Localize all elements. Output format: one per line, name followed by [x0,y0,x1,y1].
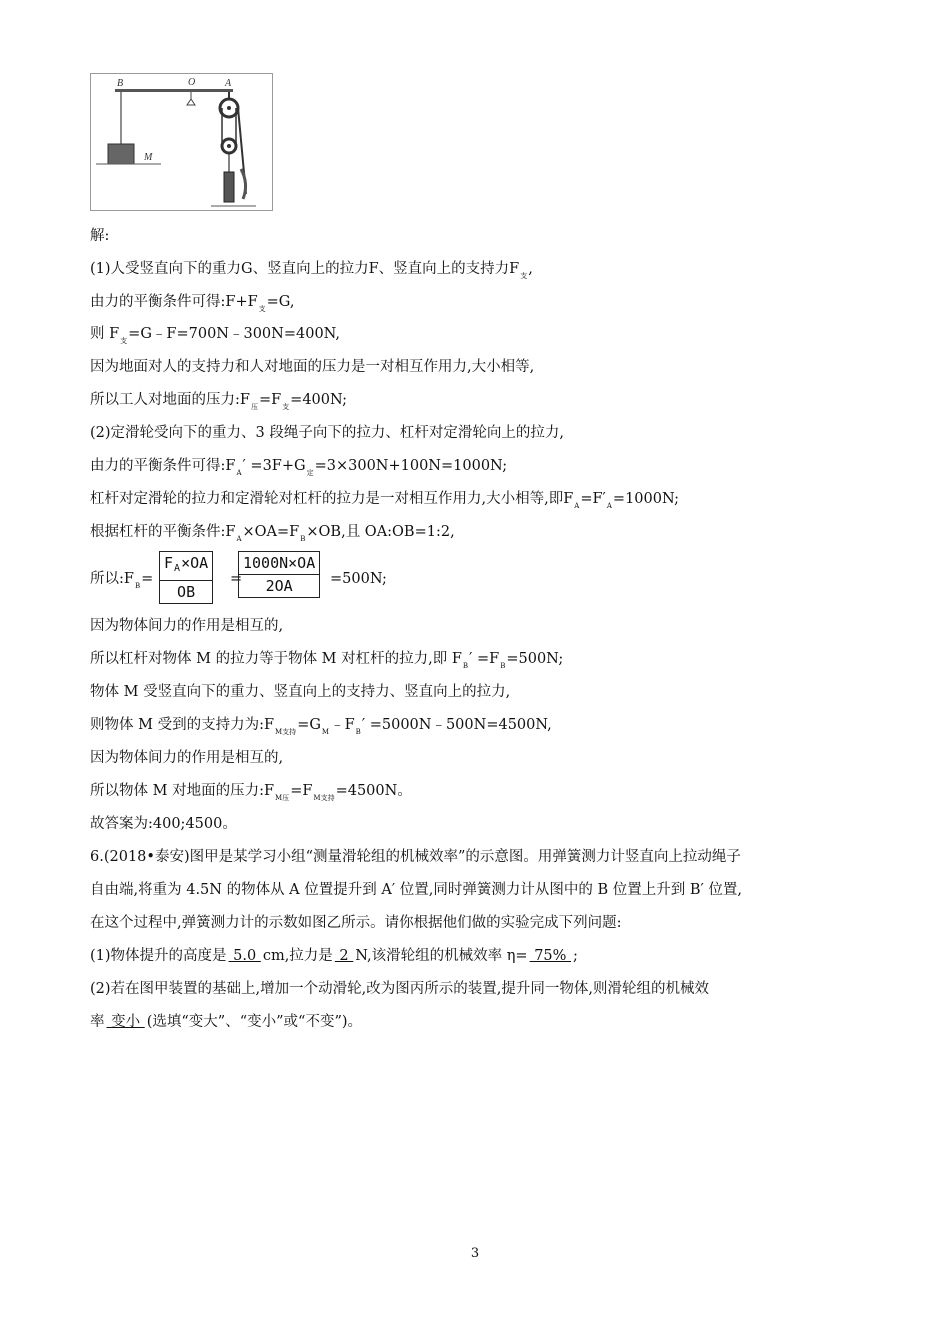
solution-line-7: 由力的平衡条件可得$:F_A' =3F+G_定=3\times 300N+100N=1000N$; [90,458,508,477]
answer-efficiency: 75% [529,948,572,964]
block-m [108,144,134,164]
solution-line-14: 则物体 M 受到的支持力为$:F_{M支持}=G_M﹣F_B'$ =5000N﹣500N=4500N, [90,717,552,736]
lever-pulley-figure [90,73,273,211]
solution-line-13: 物体 M 受竖直向下的重力、竖直向上的支持力、竖直向上的拉力, [90,684,511,700]
solution-line-12: 所以杠杆对物体 M 的拉力等于物体 M 对杠杆的拉力,即 $F_B' =F_B=500N$; [90,651,564,670]
lever-beam [115,89,233,92]
label-o: O [188,77,196,88]
question6-part-2-cont: 率 变小 (选填“变大”、“变小”或“不变”)。 [90,1014,363,1030]
solution-line-9: 根据杠杆的平衡条件$:F_A\times OA=F_B\times OB$,且 OA:OB=1:2, [90,524,455,543]
label-b: B [117,78,124,89]
fraction-result: =500N; [330,571,387,587]
answer-height: 5.0 [228,948,261,964]
solution-line-10-prefix: 所以$:F_B=$ [90,571,154,590]
fulcrum [187,99,195,105]
solution-heading: 解: [90,228,110,244]
solution-line-3: 则 $F_支=G﹣F=700N﹣300N=400N$, [90,326,341,345]
question6-part-2: (2)若在图甲装置的基础上,增加一个动滑轮,改为图丙所示的装置,提升同一物体,则滑轮组的机械效 [90,981,709,997]
solution-line-4: 因为地面对人的支持力和人对地面的压力是一对相互作用力,大小相等, [90,359,535,375]
solution-line-17: 故答案为:400;4500。 [90,816,237,832]
solution-line-6: (2)定滑轮受向下的重力、3 段绳子向下的拉力、杠杆对定滑轮向上的拉力, [90,425,564,441]
label-m: M [144,152,153,163]
solution-line-15: 因为物体间力的作用是相互的, [90,750,284,766]
question6-line-2: 自由端,将重为 4.5N 的物体从 A 位置提升到 A′ 位置,同时弹簧测力计从图中的 B 位置上升到 B′ 位置, [90,882,743,898]
solution-line-2: 由力的平衡条件可得$:F+F_支=G$, [90,294,295,313]
question6-part-1: (1)物体提升的高度是 5.0 cm,拉力是 2 N,该滑轮组的机械效率 η= 75% ; [90,948,578,964]
solution-line-16: 所以物体 M 对地面的压力$:F_{M压}=F_{M支持}=4500N$。 [90,783,412,802]
solution-line-1: (1)人受竖直向下的重力G、竖直向上的拉力F、竖直向上的支持力$F_支$, [90,261,533,280]
solution-line-5: 所以工人对地面的压力$:F_压=F_支=400N$; [90,392,348,411]
label-a: A [225,78,232,89]
fraction-1000n-oa-over-2oa: $\frac{1000N\times OA}{2OA}$ [238,551,320,598]
solution-line-11: 因为物体间力的作用是相互的, [90,618,284,634]
answer-change: 变小 [106,1014,145,1030]
solution-line-8: 杠杆对定滑轮的拉力和定滑轮对杠杆的拉力是一对相互作用力,大小相等,即$F_A=F'_A=1000N$; [90,491,680,510]
hanging-weight [224,172,234,202]
answer-force: 2 [334,948,354,964]
fraction-equals: = [230,571,243,587]
page-number: 3 [470,1246,480,1261]
lever-pulley-diagram [91,74,272,210]
question6-line-3: 在这个过程中,弹簧测力计的示数如图乙所示。请你根据他们做的实验完成下列问题: [90,915,622,931]
fraction-fa-oa-over-ob: $\frac{F_A\times OA}{OB}$ [159,551,213,604]
question6-line-1: 6.(2018•泰安)图甲是某学习小组“测量滑轮组的机械效率”的示意图。用弹簧测力计竖直向上拉动绳子 [90,849,741,865]
